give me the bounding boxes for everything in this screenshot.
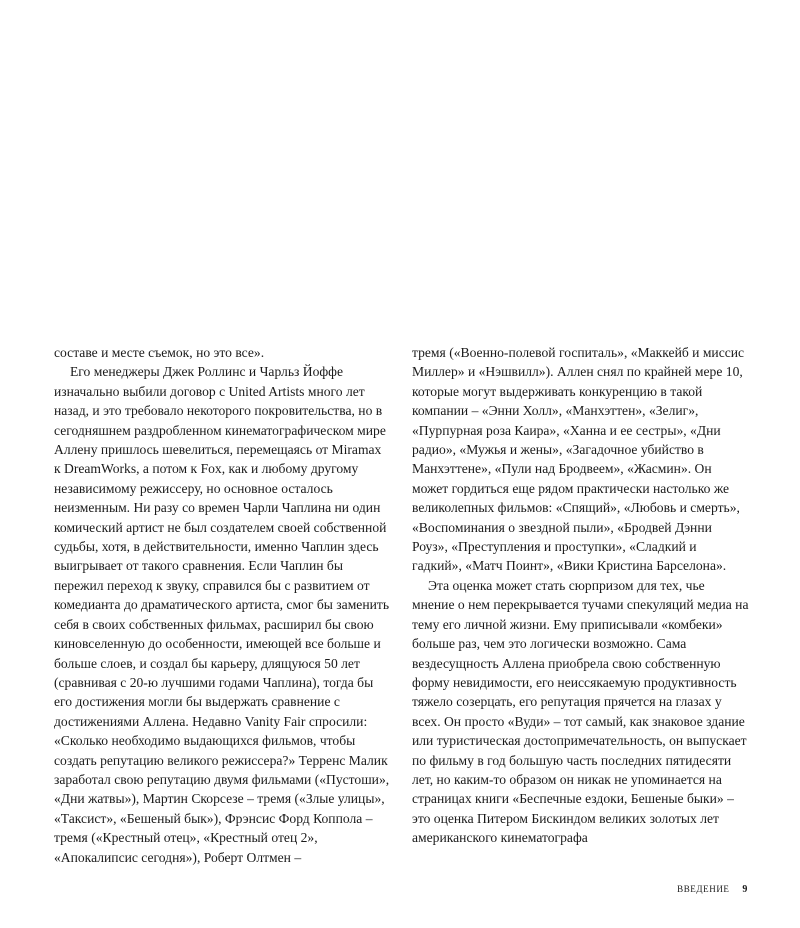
paragraph: Эта оценка может стать сюрпризом для тех, чье мнение о нем перекрывается тучами спекуляций медиа на тему его личной жизни. Ему приписывали «комбеки» больше раз, чем это логически возможно. Сама вездесущность Аллена приобрела свою собственную форму невидимости, его неиссякаемую продуктивность тяжело созерцать, его репутация прячется на глазах у всех. Он просто «Вуди» – тот самый, как знаковое здание или туристическая достопримечательность, он выпускает по фильму в год большую часть последних пятидесяти лет, но каким-то образом он никак не упоминается на страницах книги «Беспечные ездоки, Бешеные быки» – это оценка Питером Бискиндом великих золотых лет американского кинематографа [412, 577, 749, 846]
page-number: 9 [742, 884, 748, 895]
right-text-column [412, 343, 749, 848]
running-section-title: ВВЕДЕНИЕ [677, 884, 730, 894]
paragraph: тремя («Военно-полевой госпиталь», «Маккейб и миссис Миллер» и «Нэшвилл»). Аллен снял по крайней мере 10, которые могут выдерживать конкуренцию в такой компании – «Энни Холл», «Манхэттен», «Зелиг», «Пурпурная роза Каира», «Ханна и ее сестры», «Дни радио», «Мужья и жены», «Загадочное убийство в Манхэттене», «Пули над Бродвеем», «Жасмин». Он может гордиться еще рядом практически настолько же великолепных фильмов: «Спящий», «Любовь и смерть», «Воспоминания о звездной пыли», «Бродвей Дэнни Роуз», «Преступления и проступки», «Сладкий и гадкий», «Матч Поинт», «Вики Кристина Барселона». [412, 345, 745, 574]
paragraph: Его менеджеры Джек Роллинс и Чарльз Йоффе изначально выбили договор с United Artists много лет назад, и это требовало некоторого покровительства, но в сегодняшнем раздробленном кинематографическом мире Аллену пришлось шевелиться, перемещаясь от Miramax к DreamWorks, а потом к Fox, как и любому другому независимому режиссеру, но основное осталось неизменным. Ни разу со времен Чарли Чаплина ни один комический артист не был создателем своей собственной судьбы, хотя, в действительности, именно Чаплин здесь выигрывает от такого сравнения. Если Чаплин бы пережил переход к звуку, справился бы с развитием от комедианта до драматического артиста, смог бы заменить себя в своих собственных фильмах, расширил бы свою киновселенную до особенности, имеющей все больше и больше слоев, и создал бы карьеру, длящуюся 50 лет (сравнивая с 20-ю лучшими годами Чаплина), тогда бы его достижения могли бы выдержать сравнение с достижениями Аллена. Недавно Vanity Fair спросили: «Сколько необходимо выдающихся фильмов, чтобы создать репутацию великого режиссера?» Терренс Малик заработал свою репутацию двумя фильмами («Пустоши», «Дни жатвы»), Мартин Скорсезе – тремя («Злые улицы», «Таксист», «Бешеный бык»), Фрэнсис Форд Коппола – тремя («Крестный отец», «Крестный отец 2», «Апокалипсис сегодня»), Роберт Олтмен – [54, 364, 390, 865]
page-footer [677, 884, 748, 895]
left-text-column [54, 343, 391, 867]
paragraph: составе и месте съемок, но это все». [54, 345, 265, 360]
